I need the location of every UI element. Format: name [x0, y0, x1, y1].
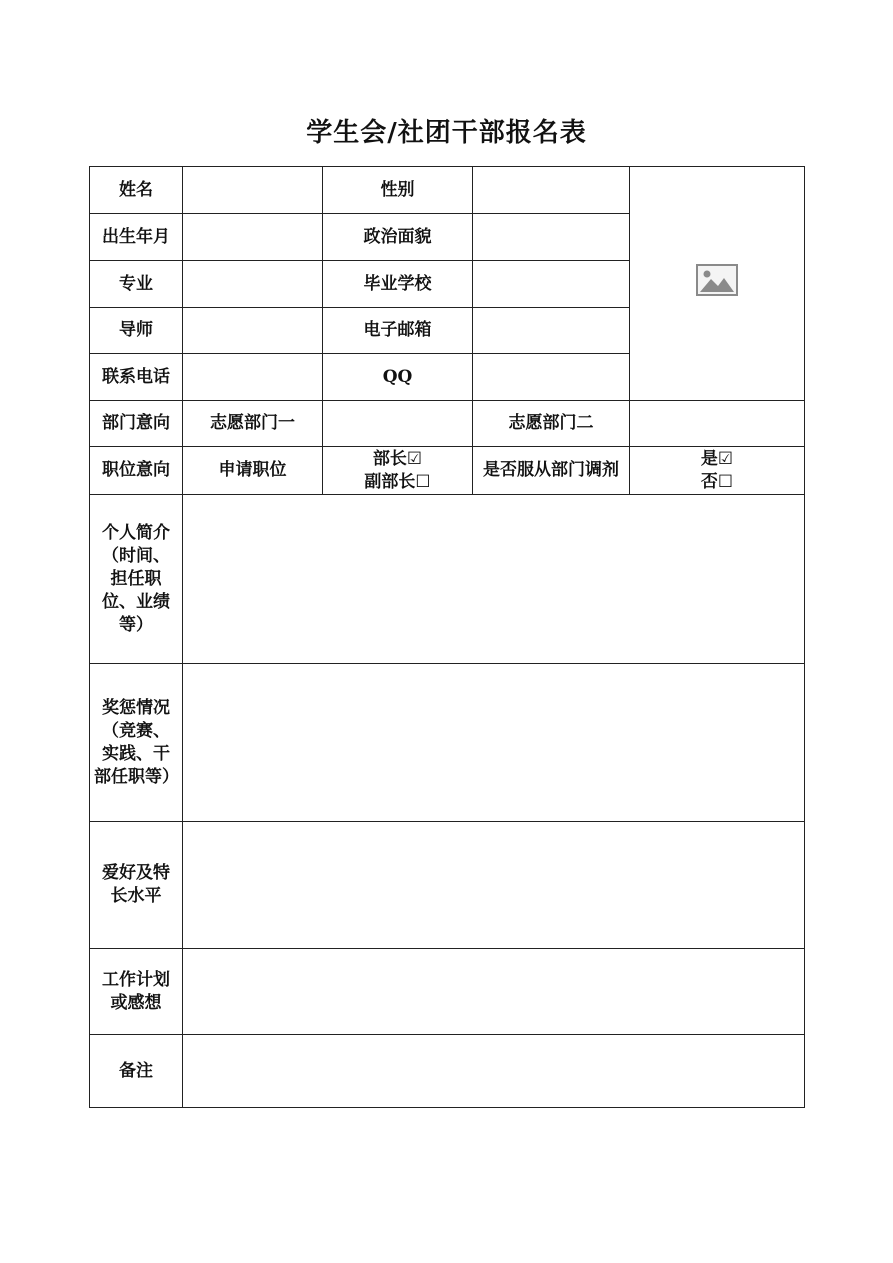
- vice-minister-checkbox[interactable]: 副部长☐: [364, 471, 431, 492]
- major-label: 专业: [90, 261, 183, 308]
- phone-field[interactable]: [183, 354, 323, 401]
- form-title: 学生会/社团干部报名表: [306, 118, 587, 148]
- phone-label: 联系电话: [90, 354, 183, 401]
- email-field[interactable]: [473, 308, 630, 354]
- qq-label: QQ: [323, 354, 473, 401]
- dept1-label: 志愿部门一: [183, 401, 323, 447]
- school-label: 毕业学校: [323, 261, 473, 308]
- adjust-options[interactable]: [630, 447, 805, 495]
- minister-checkbox[interactable]: 部长☑: [372, 448, 423, 469]
- awards-label: 奖惩情况（竞赛、实践、干部任职等）: [90, 664, 183, 822]
- birth-field[interactable]: [183, 214, 323, 261]
- position-intent-label: 职位意向: [90, 447, 183, 495]
- dept1-field[interactable]: [323, 401, 473, 447]
- no-checkbox[interactable]: 否☐: [700, 471, 734, 492]
- plan-label: 工作计划或感想: [90, 949, 183, 1035]
- dept2-label: 志愿部门二: [473, 401, 630, 447]
- gender-field[interactable]: [473, 167, 630, 214]
- gender-label: 性别: [323, 167, 473, 214]
- apply-position-label: 申请职位: [183, 447, 323, 495]
- major-field[interactable]: [183, 261, 323, 308]
- plan-field[interactable]: [183, 949, 805, 1035]
- remarks-label: 备注: [90, 1035, 183, 1108]
- political-label: 政治面貌: [323, 214, 473, 261]
- hobbies-label: 爱好及特长水平: [90, 822, 183, 949]
- email-label: 电子邮箱: [323, 308, 473, 354]
- remarks-field[interactable]: [183, 1035, 805, 1108]
- photo-cell[interactable]: [630, 167, 805, 401]
- political-field[interactable]: [473, 214, 630, 261]
- birth-label: 出生年月: [90, 214, 183, 261]
- name-label: 姓名: [90, 167, 183, 214]
- yes-checkbox[interactable]: 是☑: [700, 448, 734, 469]
- school-field[interactable]: [473, 261, 630, 308]
- intro-label: 个人简介（时间、担任职位、业绩等）: [90, 495, 183, 664]
- name-field[interactable]: [183, 167, 323, 214]
- hobbies-field[interactable]: [183, 822, 805, 949]
- obey-adjust-label: 是否服从部门调剂: [473, 447, 630, 495]
- dept-intent-label: 部门意向: [90, 401, 183, 447]
- mentor-label: 导师: [90, 308, 183, 354]
- awards-field[interactable]: [183, 664, 805, 822]
- intro-field[interactable]: [183, 495, 805, 664]
- image-placeholder-icon: [696, 264, 738, 303]
- dept2-field[interactable]: [630, 401, 805, 447]
- mentor-field[interactable]: [183, 308, 323, 354]
- position-options[interactable]: [323, 447, 473, 495]
- qq-field[interactable]: [473, 354, 630, 401]
- registration-form-table: [89, 166, 805, 1108]
